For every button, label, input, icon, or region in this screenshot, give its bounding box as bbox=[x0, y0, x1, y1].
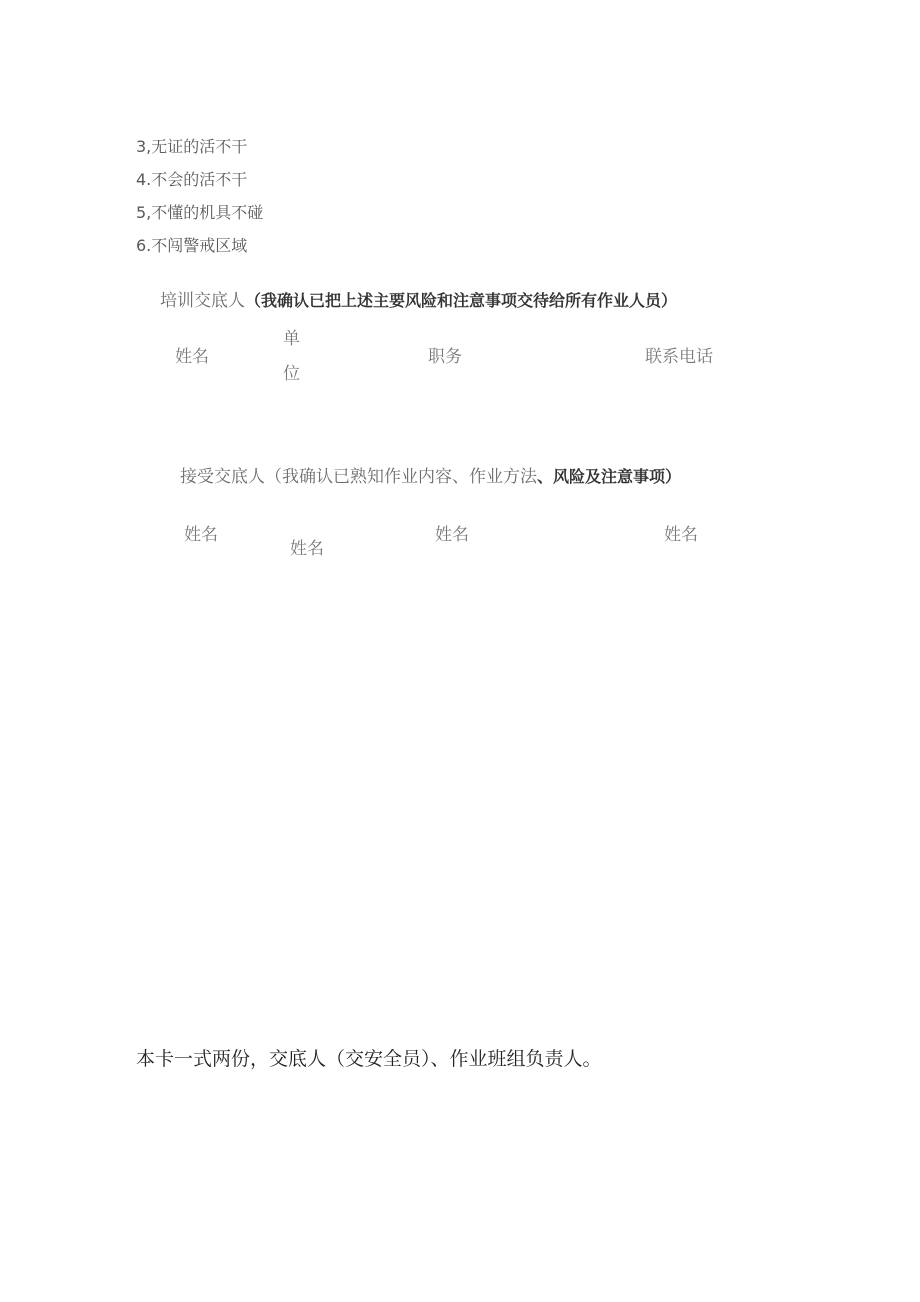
receiver-col-name-3: 姓名 bbox=[435, 525, 469, 545]
rule-item-3: 3,无证的活不干 bbox=[136, 137, 248, 156]
trainer-col-position: 职务 bbox=[428, 347, 462, 367]
footer-note: 本卡一式两份，交底人（交安全员）、作业班组负责人。 bbox=[136, 1048, 602, 1070]
trainer-section-heading bbox=[160, 286, 677, 311]
receiver-col-name-4: 姓名 bbox=[664, 525, 698, 545]
receiver-col-name-1: 姓名 bbox=[184, 525, 218, 545]
rule-item-5: 5,不懂的机具不碰 bbox=[136, 203, 264, 222]
trainer-col-phone: 联系电话 bbox=[645, 347, 713, 367]
trainer-col-unit-line1: 单 bbox=[283, 329, 300, 349]
trainer-note: （我确认已把上述主要风险和注意事项交待给所有作业人员） bbox=[245, 291, 678, 310]
trainer-col-name: 姓名 bbox=[175, 347, 209, 367]
receiver-note-bold: 、风险及注意事项） bbox=[537, 467, 682, 486]
receiver-label: 接受交底人 bbox=[180, 467, 265, 487]
receiver-note-plain: （我确认已熟知作业内容、作业方法 bbox=[265, 467, 537, 487]
receiver-section-heading bbox=[180, 462, 681, 487]
trainer-label: 培训交底人 bbox=[160, 291, 245, 311]
rule-item-4: 4.不会的活不干 bbox=[136, 170, 248, 189]
rule-item-6: 6.不闯警戒区域 bbox=[136, 236, 248, 255]
receiver-col-name-2: 姓名 bbox=[290, 539, 324, 559]
trainer-col-unit-line2: 位 bbox=[283, 364, 300, 384]
